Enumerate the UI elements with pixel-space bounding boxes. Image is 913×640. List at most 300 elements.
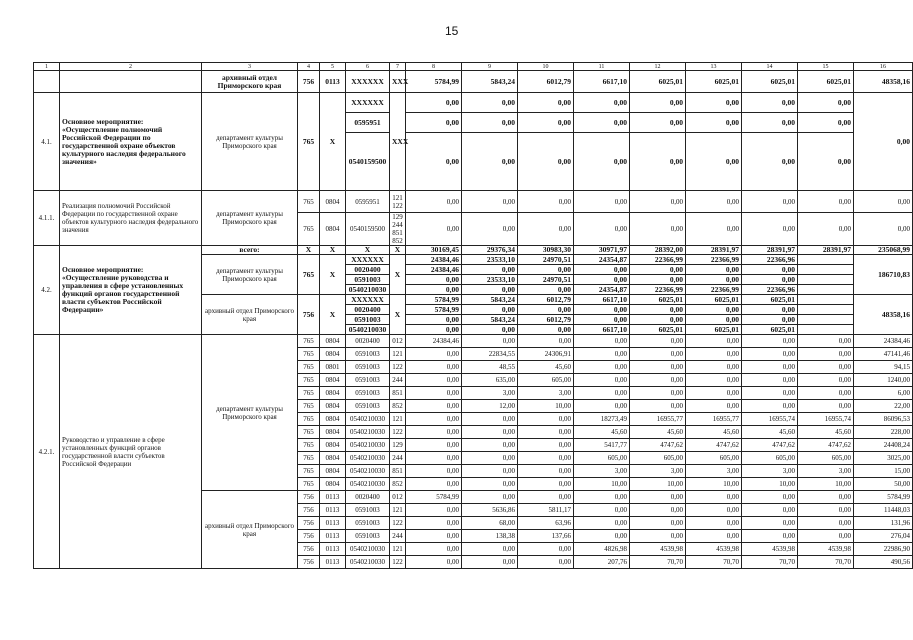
value-cell: 24384,46 (406, 255, 462, 265)
value-cell: 0,00 (462, 465, 518, 478)
rz-cell: 0804 (320, 374, 346, 387)
row-number: 4.2.1. (34, 335, 60, 569)
column-number: 15 (798, 63, 854, 71)
value-cell: 0,00 (574, 400, 630, 413)
value-cell: 0,00 (630, 504, 686, 517)
value-cell: 0,00 (406, 325, 462, 335)
total-cell: 24408,24 (854, 439, 913, 452)
vr-cell: 122 (390, 426, 406, 439)
value-cell: 0,00 (462, 452, 518, 465)
value-cell: 0,00 (686, 191, 742, 213)
value-cell: 0,00 (406, 93, 462, 113)
value-cell: 0,00 (630, 335, 686, 348)
value-cell: 0,00 (462, 191, 518, 213)
vr-cell: 121 122 (390, 191, 406, 213)
value-cell: 22366,99 (630, 285, 686, 295)
value-cell: 0,00 (630, 530, 686, 543)
value-cell: 0,00 (742, 361, 798, 374)
value-cell: 16955,77 (686, 413, 742, 426)
value-cell: 0,00 (462, 439, 518, 452)
value-cell: 0,00 (518, 465, 574, 478)
value-cell: 0,00 (406, 113, 462, 133)
value-cell: 0,00 (406, 426, 462, 439)
rz-cell: 0804 (320, 426, 346, 439)
csr-cell: 0591003 (346, 504, 390, 517)
value-cell: 635,00 (462, 374, 518, 387)
value-cell: 0,00 (742, 400, 798, 413)
value-cell: 0,00 (686, 315, 742, 325)
csr-cell: 0540210030 (346, 543, 390, 556)
value-cell: 22366,96 (742, 285, 798, 295)
value-cell: 0,00 (742, 374, 798, 387)
column-number: 8 (406, 63, 462, 71)
vr-cell: 852 (390, 478, 406, 491)
value-cell: 48,55 (462, 361, 518, 374)
value-cell: 6617,10 (574, 295, 630, 305)
grbs-cell: X (298, 246, 320, 255)
value-cell: 45,60 (686, 426, 742, 439)
grbs-cell: 756 (298, 556, 320, 569)
value-cell: 24384,46 (406, 335, 462, 348)
value-cell: 207,76 (574, 556, 630, 569)
value-cell: 0,00 (686, 374, 742, 387)
value-cell: 0,00 (518, 325, 574, 335)
value-cell: 0,00 (406, 213, 462, 246)
column-number: 2 (60, 63, 202, 71)
value-cell: 16955,74 (798, 413, 854, 426)
value-cell: 6012,79 (518, 295, 574, 305)
org-cell: департамент культуры Приморского края (202, 335, 298, 491)
value-cell: 10,00 (518, 400, 574, 413)
value-cell: 0,00 (406, 315, 462, 325)
vr-cell: 851 (390, 387, 406, 400)
value-cell: 6012,79 (518, 315, 574, 325)
value-cell: 45,60 (630, 426, 686, 439)
value-cell: 0,00 (574, 530, 630, 543)
value-cell: 0,00 (574, 361, 630, 374)
value-cell: 22366,99 (686, 285, 742, 295)
csr-cell: 0020400 (346, 491, 390, 504)
value-cell: 29376,34 (462, 246, 518, 255)
value-cell: 605,00 (798, 452, 854, 465)
vr-cell: 122 (390, 517, 406, 530)
value-cell: 605,00 (518, 374, 574, 387)
value-cell: 4539,98 (686, 543, 742, 556)
rz-cell: 0113 (320, 504, 346, 517)
value-cell: 0,00 (462, 556, 518, 569)
value-cell: 0,00 (406, 439, 462, 452)
value-cell: 0,00 (742, 335, 798, 348)
table-row (34, 246, 913, 255)
csr-cell: 0595951 (346, 113, 390, 133)
value-cell: 0,00 (686, 275, 742, 285)
csr-cell: XXXXXX (346, 71, 390, 93)
grbs-cell: 765 (298, 478, 320, 491)
value-cell: 0,00 (630, 93, 686, 113)
csr-cell: 0020400 (346, 265, 390, 275)
value-cell: 0,00 (630, 400, 686, 413)
rz-cell: X (320, 295, 346, 335)
value-cell: 24970,51 (518, 275, 574, 285)
value-cell: 0,00 (406, 517, 462, 530)
page-number: 15 (445, 24, 459, 38)
value-cell: 0,00 (742, 213, 798, 246)
vr-cell: X (390, 255, 406, 295)
vr-cell: X (390, 295, 406, 335)
column-number: 3 (202, 63, 298, 71)
rz-cell: 0804 (320, 335, 346, 348)
value-cell: 10,00 (686, 478, 742, 491)
value-cell: 0,00 (406, 285, 462, 295)
value-cell: 10,00 (630, 478, 686, 491)
value-cell: 3,00 (574, 465, 630, 478)
value-cell: 22834,55 (462, 348, 518, 361)
vr-cell: 122 (390, 556, 406, 569)
grbs-cell: 765 (298, 452, 320, 465)
value-cell: 0,00 (742, 133, 798, 191)
total-cell: 6,00 (854, 387, 913, 400)
value-cell: 0,00 (798, 387, 854, 400)
total-cell: 3025,00 (854, 452, 913, 465)
total-cell: 15,00 (854, 465, 913, 478)
column-number: 16 (854, 63, 913, 71)
grbs-cell: 765 (298, 374, 320, 387)
value-cell: 4539,98 (742, 543, 798, 556)
value-cell: 0,00 (406, 556, 462, 569)
table-row (34, 71, 913, 93)
value-cell: 0,00 (798, 361, 854, 374)
value-cell: 3,00 (518, 387, 574, 400)
grbs-cell: 765 (298, 400, 320, 413)
rz-cell: 0804 (320, 400, 346, 413)
csr-cell: 0540210030 (346, 478, 390, 491)
value-cell: 0,00 (406, 504, 462, 517)
value-cell: 138,38 (462, 530, 518, 543)
value-cell: 605,00 (630, 452, 686, 465)
value-cell: 70,70 (798, 556, 854, 569)
vr-cell: 012 (390, 491, 406, 504)
value-cell: 22366,99 (686, 255, 742, 265)
rz-cell: 0804 (320, 213, 346, 246)
total-cell: 22986,90 (854, 543, 913, 556)
value-cell: 70,70 (686, 556, 742, 569)
value-cell: 18273,49 (574, 413, 630, 426)
value-cell: 28391,97 (798, 246, 854, 255)
rz-cell: 0804 (320, 465, 346, 478)
value-cell: 0,00 (518, 265, 574, 275)
org-cell: архивный отдел Приморского края (202, 71, 298, 93)
rz-cell: X (320, 93, 346, 191)
rz-cell: 0804 (320, 348, 346, 361)
value-cell: 0,00 (686, 93, 742, 113)
value-cell: 45,60 (798, 426, 854, 439)
vr-cell: 244 (390, 452, 406, 465)
value-cell: 0,00 (518, 191, 574, 213)
empty-cell (798, 285, 854, 295)
value-cell: 0,00 (798, 491, 854, 504)
value-cell: 0,00 (798, 400, 854, 413)
value-cell: 0,00 (574, 133, 630, 191)
value-cell: 6617,10 (574, 325, 630, 335)
csr-cell: 0540159500 (346, 213, 390, 246)
table-row (34, 93, 913, 113)
total-cell: 228,00 (854, 426, 913, 439)
value-cell: 0,00 (462, 325, 518, 335)
value-cell: 24970,51 (518, 255, 574, 265)
total-cell: 94,15 (854, 361, 913, 374)
total-cell: 48358,16 (854, 71, 913, 93)
value-cell: 6025,01 (686, 71, 742, 93)
rz-cell: 0804 (320, 191, 346, 213)
org-cell: департамент культуры Приморского края (202, 255, 298, 295)
total-cell: 5784,99 (854, 491, 913, 504)
rz-cell: 0804 (320, 452, 346, 465)
grbs-cell: 756 (298, 295, 320, 335)
csr-cell: 0540210030 (346, 556, 390, 569)
grbs-cell: 765 (298, 191, 320, 213)
value-cell: 0,00 (742, 265, 798, 275)
value-cell: 0,00 (574, 265, 630, 275)
table-row (34, 191, 913, 213)
value-cell: 0,00 (406, 465, 462, 478)
rz-cell: 0804 (320, 413, 346, 426)
grbs-cell: 765 (298, 348, 320, 361)
empty-cell (798, 315, 854, 325)
column-number: 10 (518, 63, 574, 71)
value-cell: 0,00 (518, 113, 574, 133)
value-cell: 605,00 (574, 452, 630, 465)
csr-cell: 0591003 (346, 348, 390, 361)
value-cell: 0,00 (686, 133, 742, 191)
value-cell: 0,00 (462, 543, 518, 556)
csr-cell: 0540210030 (346, 439, 390, 452)
csr-cell: X (346, 246, 390, 255)
value-cell: 0,00 (686, 348, 742, 361)
value-cell: 4747,62 (686, 439, 742, 452)
value-cell: 0,00 (462, 426, 518, 439)
column-number: 9 (462, 63, 518, 71)
table-row (34, 335, 913, 348)
vr-cell: 122 (390, 361, 406, 374)
csr-cell: 0540210030 (346, 452, 390, 465)
column-number: 4 (298, 63, 320, 71)
total-cell: 0,00 (854, 93, 913, 191)
vr-cell: 121 (390, 413, 406, 426)
value-cell: 0,00 (462, 213, 518, 246)
value-cell: 0,00 (574, 348, 630, 361)
value-cell: 0,00 (742, 348, 798, 361)
value-cell: 0,00 (518, 543, 574, 556)
value-cell: 605,00 (742, 452, 798, 465)
value-cell: 0,00 (518, 305, 574, 315)
empty-cell (60, 71, 202, 93)
vr-cell: 244 (390, 530, 406, 543)
value-cell: 0,00 (742, 504, 798, 517)
total-cell: 0,00 (854, 191, 913, 213)
value-cell: 16955,74 (742, 413, 798, 426)
value-cell: 6025,01 (742, 295, 798, 305)
grbs-cell: 765 (298, 413, 320, 426)
value-cell: 68,00 (462, 517, 518, 530)
csr-cell: 0540159500 (346, 133, 390, 191)
value-cell: 0,00 (574, 305, 630, 315)
value-cell: 0,00 (518, 413, 574, 426)
csr-cell: 0020400 (346, 305, 390, 315)
value-cell: 0,00 (406, 452, 462, 465)
total-cell: 235068,99 (854, 246, 913, 255)
value-cell: 0,00 (518, 452, 574, 465)
value-cell: 0,00 (518, 133, 574, 191)
value-cell: 0,00 (406, 387, 462, 400)
grbs-cell: 756 (298, 530, 320, 543)
total-cell: 11448,03 (854, 504, 913, 517)
value-cell: 0,00 (462, 93, 518, 113)
value-cell: 0,00 (462, 133, 518, 191)
value-cell: 5636,86 (462, 504, 518, 517)
value-cell: 0,00 (686, 305, 742, 315)
value-cell: 6025,01 (630, 71, 686, 93)
empty-cell (798, 325, 854, 335)
value-cell: 0,00 (630, 348, 686, 361)
vr-cell: 852 (390, 400, 406, 413)
value-cell: 6025,01 (630, 295, 686, 305)
row-number: 4.1. (34, 93, 60, 191)
value-cell: 0,00 (518, 426, 574, 439)
value-cell: 3,00 (462, 387, 518, 400)
empty-cell (798, 305, 854, 315)
value-cell: 0,00 (574, 387, 630, 400)
value-cell: 0,00 (686, 265, 742, 275)
value-cell: 0,00 (798, 113, 854, 133)
value-cell: 0,00 (406, 191, 462, 213)
org-cell: департамент культуры Приморского края (202, 191, 298, 246)
rz-cell: 0804 (320, 387, 346, 400)
org-cell: департамент культуры Приморского края (202, 93, 298, 191)
column-number: 11 (574, 63, 630, 71)
value-cell: 0,00 (518, 478, 574, 491)
value-cell: 0,00 (798, 348, 854, 361)
value-cell: 0,00 (574, 93, 630, 113)
rz-cell: X (320, 246, 346, 255)
value-cell: 30169,45 (406, 246, 462, 255)
rz-cell: 0113 (320, 71, 346, 93)
value-cell: 0,00 (742, 113, 798, 133)
vr-cell: 129 244 851 852 (390, 213, 406, 246)
csr-cell: 0591003 (346, 361, 390, 374)
value-cell: 0,00 (518, 285, 574, 295)
empty-cell (798, 265, 854, 275)
total-cell: 490,56 (854, 556, 913, 569)
value-cell: 3,00 (798, 465, 854, 478)
value-cell: 3,00 (630, 465, 686, 478)
value-cell: 0,00 (798, 191, 854, 213)
csr-cell: 0540210030 (346, 426, 390, 439)
grbs-cell: 765 (298, 255, 320, 295)
value-cell: 0,00 (406, 361, 462, 374)
rz-cell: 0804 (320, 478, 346, 491)
value-cell: 0,00 (630, 133, 686, 191)
value-cell: 0,00 (574, 315, 630, 325)
row-number: 4.2. (34, 246, 60, 335)
value-cell: 0,00 (686, 361, 742, 374)
value-cell: 28392,00 (630, 246, 686, 255)
value-cell: 0,00 (574, 191, 630, 213)
value-cell: 0,00 (518, 335, 574, 348)
empty-cell (798, 275, 854, 285)
csr-cell: XXXXXX (346, 93, 390, 113)
total-cell: 186710,83 (854, 255, 913, 295)
value-cell: 10,00 (574, 478, 630, 491)
value-cell: 5811,17 (518, 504, 574, 517)
csr-cell: 0591003 (346, 275, 390, 285)
value-cell: 0,00 (574, 374, 630, 387)
row-number: 4.1.1. (34, 191, 60, 246)
value-cell: 5843,24 (462, 315, 518, 325)
vr-cell: 121 (390, 543, 406, 556)
value-cell: 0,00 (630, 191, 686, 213)
csr-cell: 0540210030 (346, 325, 390, 335)
table-row (34, 63, 913, 71)
total-cell: 131,96 (854, 517, 913, 530)
value-cell: 23533,10 (462, 275, 518, 285)
rz-cell: X (320, 255, 346, 295)
rz-cell: 0113 (320, 491, 346, 504)
empty-cell (798, 295, 854, 305)
csr-cell: 0020400 (346, 335, 390, 348)
grbs-cell: 756 (298, 491, 320, 504)
grbs-cell: 765 (298, 213, 320, 246)
value-cell: 0,00 (686, 113, 742, 133)
value-cell: 22366,99 (630, 255, 686, 265)
column-number: 7 (390, 63, 406, 71)
value-cell: 0,00 (406, 400, 462, 413)
value-cell: 0,00 (686, 387, 742, 400)
value-cell: 0,00 (630, 517, 686, 530)
value-cell: 6025,01 (686, 295, 742, 305)
value-cell: 6025,01 (798, 71, 854, 93)
rz-cell: 0801 (320, 361, 346, 374)
vr-cell: 851 (390, 465, 406, 478)
vr-cell: 129 (390, 439, 406, 452)
value-cell: 0,00 (630, 374, 686, 387)
value-cell: 28391,97 (686, 246, 742, 255)
csr-cell: 0591003 (346, 315, 390, 325)
value-cell: 0,00 (630, 315, 686, 325)
csr-cell: 0540210030 (346, 285, 390, 295)
value-cell: 4539,98 (630, 543, 686, 556)
rz-cell: 0113 (320, 543, 346, 556)
value-cell: 0,00 (406, 413, 462, 426)
grbs-cell: 765 (298, 387, 320, 400)
value-cell: 0,00 (686, 504, 742, 517)
value-cell: 4747,62 (798, 439, 854, 452)
value-cell: 16955,77 (630, 413, 686, 426)
activity-name: Основное мероприятие: «Осуществление полномочий Российской Федерации по государственной охране объектов культурного наследия федерального значения» (60, 93, 202, 191)
value-cell: 0,00 (574, 504, 630, 517)
org-cell: архивный отдел Приморского края (202, 491, 298, 569)
value-cell: 5843,24 (462, 71, 518, 93)
vr-cell: X (390, 246, 406, 255)
rz-cell: 0113 (320, 530, 346, 543)
total-cell: 48358,16 (854, 295, 913, 335)
total-cell: 24384,46 (854, 335, 913, 348)
value-cell: 0,00 (462, 491, 518, 504)
value-cell: 5784,99 (406, 295, 462, 305)
grbs-cell: 756 (298, 71, 320, 93)
value-cell: 5784,99 (406, 305, 462, 315)
empty-cell (798, 255, 854, 265)
value-cell: 0,00 (462, 413, 518, 426)
